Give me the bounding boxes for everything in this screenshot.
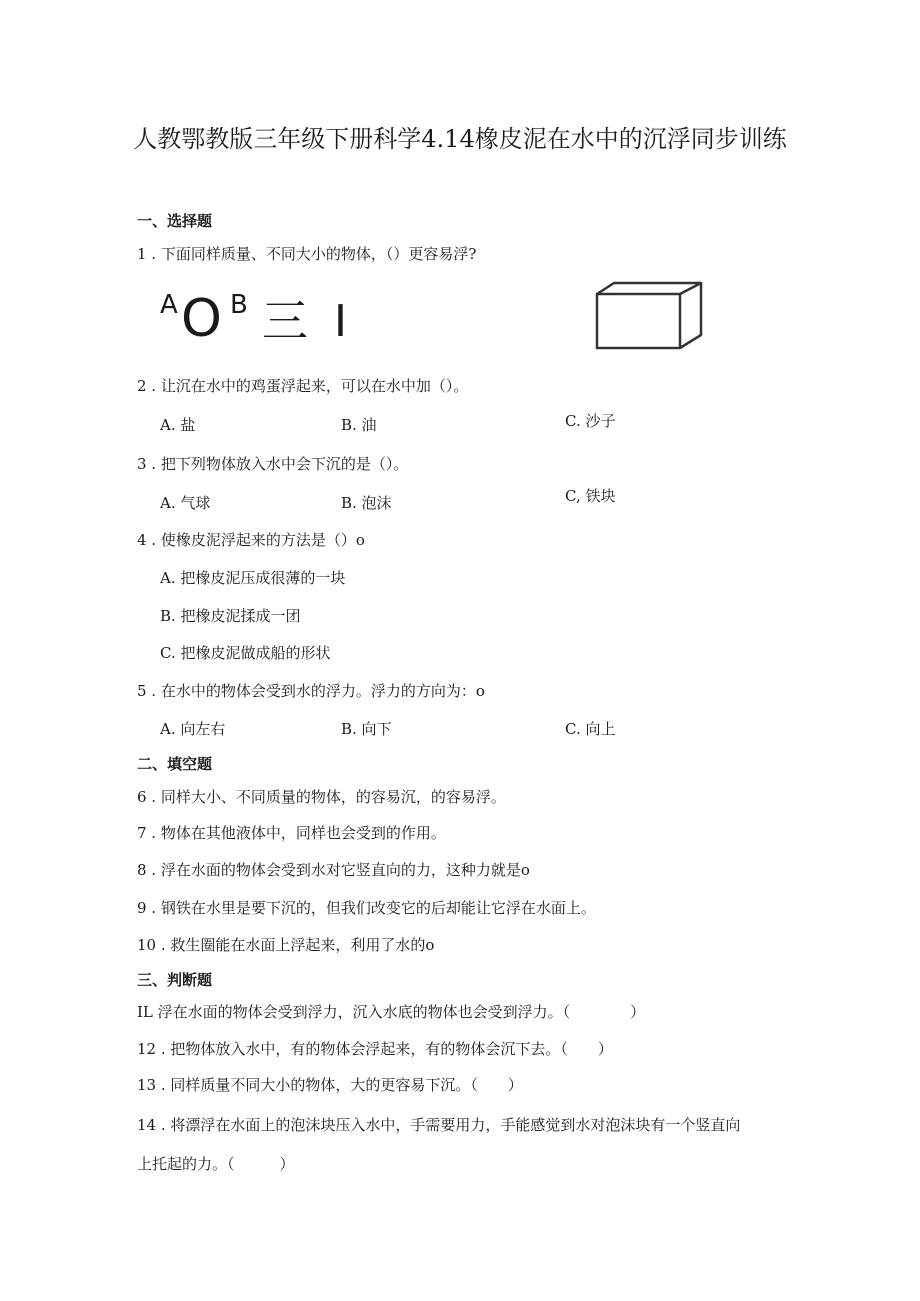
question-1: 1 . 下面同样质量、不同大小的物体，（）更容易浮? [137, 245, 477, 263]
q5-option-c: C. 向上 [565, 720, 616, 738]
question-2: 2 . 让沉在水中的鸡蛋浮起来，可以在水中加（）。 [137, 377, 469, 395]
q4-option-c: C. 把橡皮泥做成船的形状 [160, 644, 331, 662]
q2-option-b: B. 油 [341, 416, 377, 434]
figure-glyph-san: 三 [262, 294, 308, 348]
question-13: 13 . 同样质量不同大小的物体，大的更容易下沉。（ ） [137, 1076, 523, 1094]
question-4: 4 . 使橡皮泥浮起来的方法是（）o [137, 531, 365, 549]
question-7: 7 . 物体在其他液体中，同样也会受到的作用。 [137, 824, 446, 842]
q3-option-a: A. 气球 [160, 494, 211, 512]
question-14-line-1: 14 . 将漂浮在水面上的泡沫块压入水中，手需要用力，手能感觉到水对泡沫块有一个竖直向 [137, 1116, 741, 1134]
page-title: 人教鄂教版三年级下册科学4.14橡皮泥在水中的沉浮同步训练 [133, 125, 787, 153]
figure-glyph-bar: I [334, 296, 347, 347]
q2-option-c: C. 沙子 [565, 412, 616, 430]
q3-option-b: B. 泡沫 [341, 494, 392, 512]
q4-option-a: A. 把橡皮泥压成很薄的一块 [160, 569, 346, 587]
q2-option-a: A. 盐 [160, 416, 196, 434]
cube-icon [592, 280, 704, 352]
question-14-line-2: 上托起的力。（ ） [137, 1155, 295, 1173]
q5-option-b: B. 向下 [341, 720, 392, 738]
section-heading-fill: 二、填空题 [137, 755, 213, 773]
figure-label-a: A [160, 290, 178, 320]
q5-option-a: A. 向左右 [160, 720, 226, 738]
q3-option-c: C, 铁块 [565, 487, 616, 505]
question-8: 8 . 浮在水面的物体会受到水对它竖直向的力，这种力就是o [137, 861, 530, 879]
figure-label-b: B [230, 290, 248, 320]
question-5: 5 . 在水中的物体会受到水的浮力。浮力的方向为：o [137, 682, 485, 700]
question-11: IL 浮在水面的物体会受到浮力，沉入水底的物体也会受到浮力。（ ） [137, 1003, 646, 1021]
question-3: 3 . 把下列物体放入水中会下沉的是（）。 [137, 455, 409, 473]
question-9: 9 . 钢铁在水里是要下沉的，但我们改变它的后却能让它浮在水面上。 [137, 899, 596, 917]
q4-option-b: B. 把橡皮泥揉成一团 [160, 607, 301, 625]
figure-circle-o: O [181, 289, 222, 349]
question-12: 12 . 把物体放入水中，有的物体会浮起来，有的物体会沉下去。（ ） [137, 1040, 613, 1058]
section-heading-judge: 三、判断题 [137, 971, 213, 989]
question-10: 10 . 救生圈能在水面上浮起来，利用了水的o [137, 936, 435, 954]
question-6: 6 . 同样大小、不同质量的物体，的容易沉，的容易浮。 [137, 788, 506, 806]
section-heading-choice: 一、选择题 [137, 212, 213, 230]
